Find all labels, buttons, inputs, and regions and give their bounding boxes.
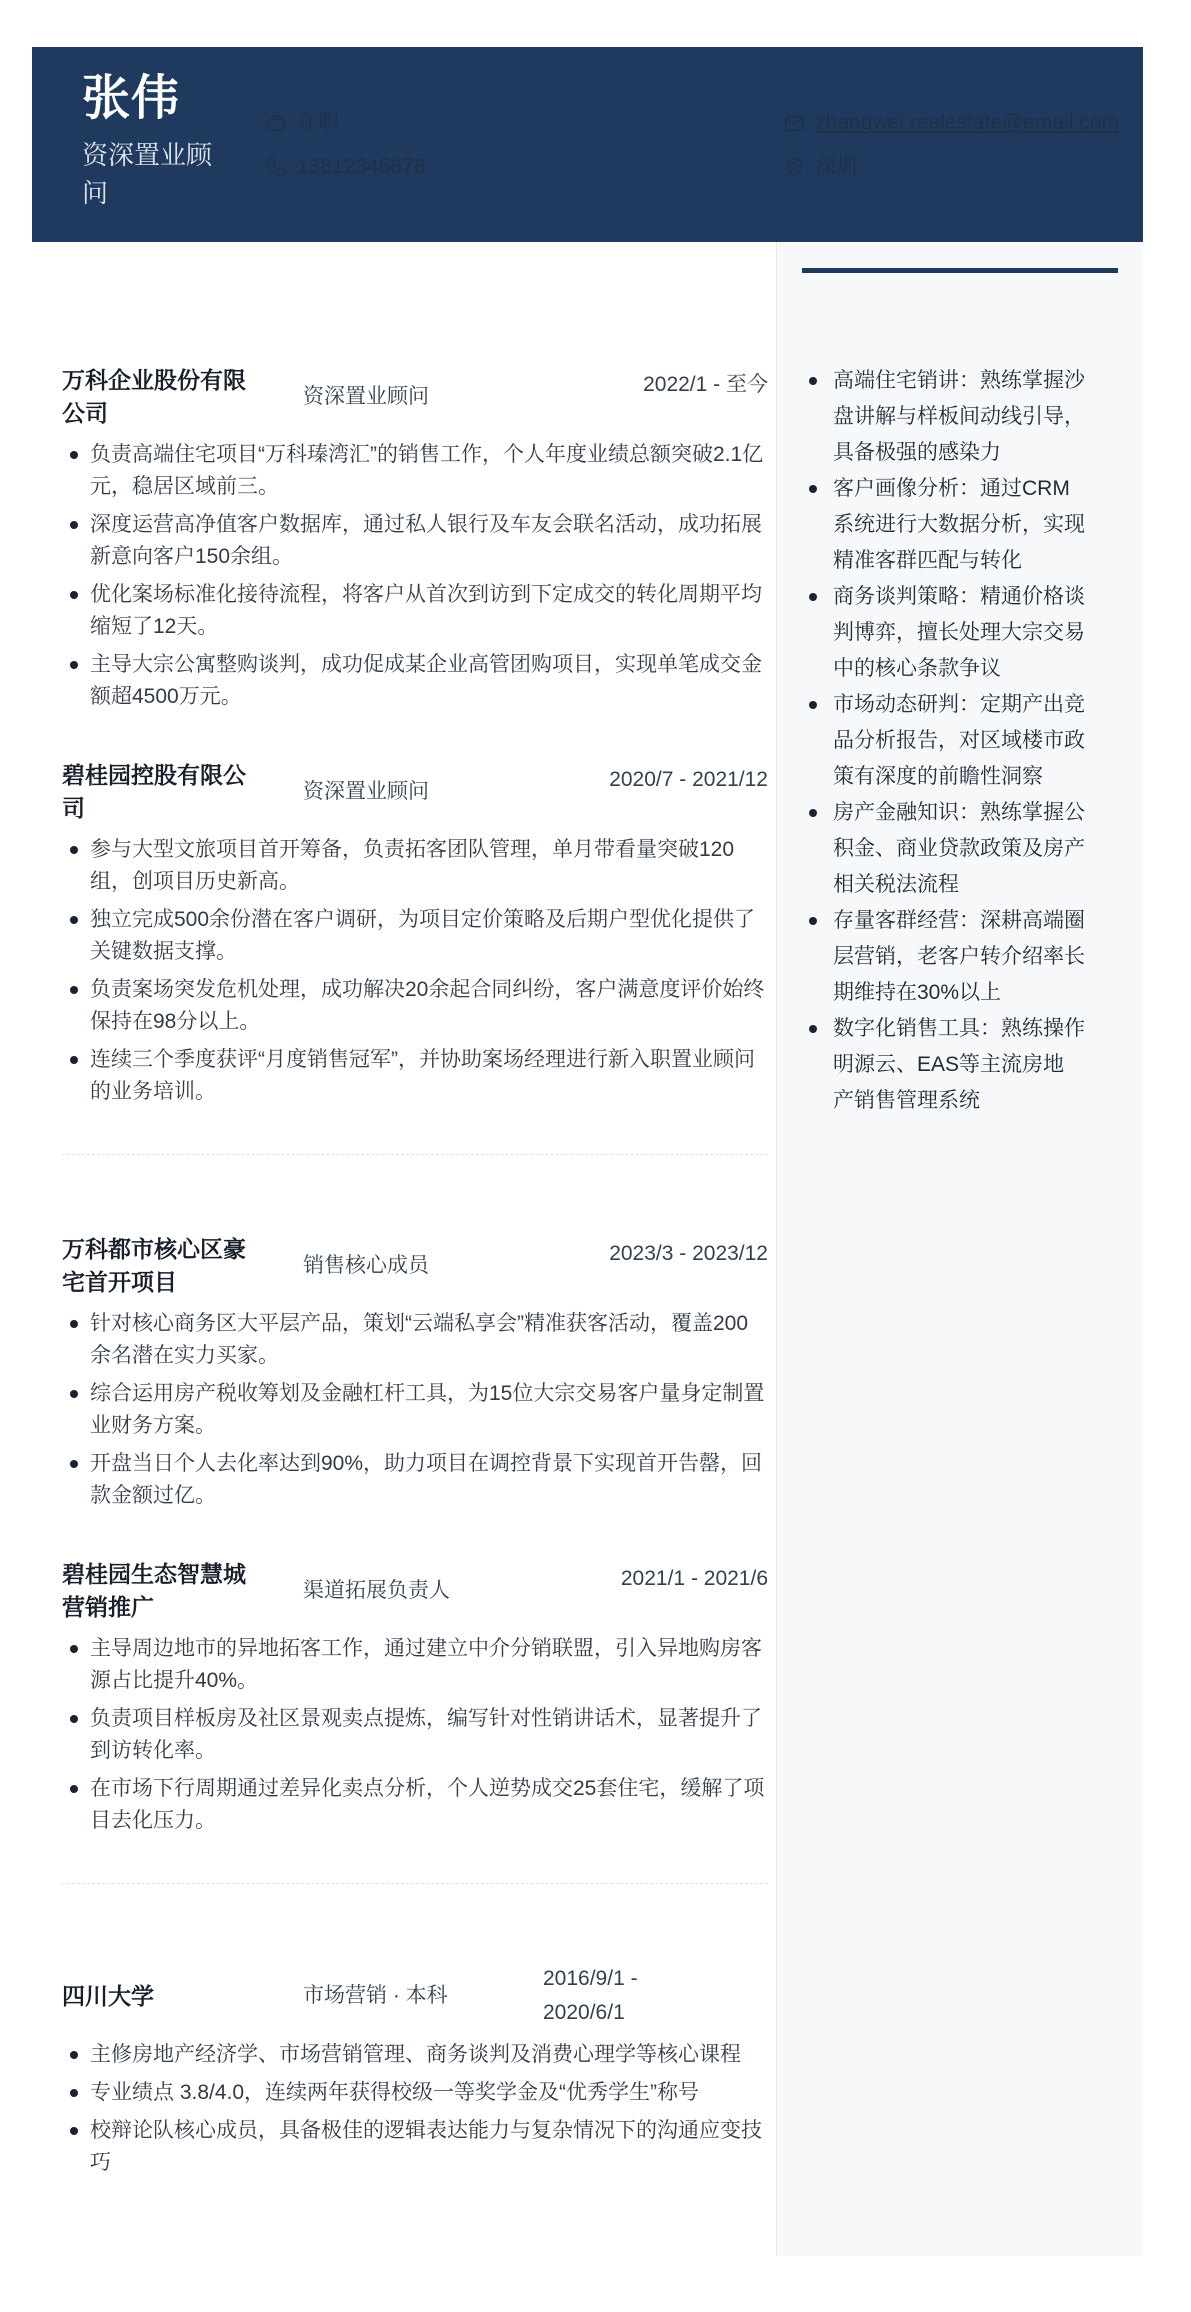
bullet-item: 主修房地产经济学、市场营销管理、商务谈判及消费心理学等核心课程 bbox=[70, 2039, 768, 2071]
bullet-item: 校辩论队核心成员，具备极佳的逻辑表达能力与复杂情况下的沟通应变技巧 bbox=[70, 2115, 768, 2179]
resume-header bbox=[32, 47, 1143, 242]
contact-area bbox=[266, 111, 1119, 242]
name-block bbox=[82, 73, 220, 242]
entry-bullet-list bbox=[62, 1633, 768, 1837]
bullet-item: 负责案场突发危机处理，成功解决20余起合同纠纷，客户满意度评价始终保持在98分以上。 bbox=[70, 974, 768, 1038]
project-name: 碧桂园生态智慧城营销推广 bbox=[62, 1561, 246, 1620]
candidate-title: 资深置业顾问 bbox=[82, 140, 213, 208]
entry-bullet-list bbox=[62, 1308, 768, 1512]
entry-bullet-list bbox=[62, 834, 768, 1108]
skill-item: 市场动态研判：定期产出竞品分析报告，对区域楼市政策有深度的前瞻性洞察 bbox=[809, 687, 1085, 795]
bullet-item: 连续三个季度获评“月度销售冠军”，并协助案场经理进行新入职置业顾问的业务培训。 bbox=[70, 1044, 768, 1108]
entry-bullet-list bbox=[62, 439, 768, 713]
status-label: 在职 bbox=[297, 111, 339, 134]
entry-header bbox=[62, 759, 768, 825]
contact-column-left bbox=[266, 111, 425, 242]
entry-header bbox=[62, 364, 768, 430]
entry-header bbox=[62, 1558, 768, 1624]
entry-header bbox=[62, 1962, 768, 2030]
bullet-item: 针对核心商务区大平层产品，策划“云端私享会”精准获客活动，覆盖200余名潜在实力买家。 bbox=[70, 1308, 768, 1372]
experience-entry bbox=[62, 759, 768, 1108]
entry-header bbox=[62, 1233, 768, 1299]
sidebar-accent-rule bbox=[802, 268, 1118, 273]
education-period bbox=[543, 1962, 768, 2030]
phone-icon bbox=[266, 157, 287, 178]
bullet-item: 参与大型文旅项目首开筹备，负责拓客团队管理，单月带看量突破120组，创项目历史新高。 bbox=[70, 834, 768, 898]
skills-list bbox=[777, 363, 1143, 1119]
bullet-item: 综合运用房产税收筹划及金融杠杆工具，为15位大宗交易客户量身定制置业财务方案。 bbox=[70, 1378, 768, 1442]
job-period: 2022/1 - 至今 bbox=[643, 373, 768, 396]
email-row bbox=[784, 111, 1119, 135]
education-entry bbox=[62, 1962, 768, 2179]
briefcase-icon bbox=[266, 113, 287, 134]
project-name: 万科都市核心区豪宅首开项目 bbox=[62, 1236, 246, 1295]
bullet-item: 负责高端住宅项目“万科瑧湾汇”的销售工作，个人年度业绩总额突破2.1亿元，稳居区域前三。 bbox=[70, 439, 768, 503]
location-label: 深圳 bbox=[815, 155, 858, 178]
project-role: 渠道拓展负责人 bbox=[303, 1579, 450, 1602]
job-role: 资深置业顾问 bbox=[303, 385, 429, 408]
email-link[interactable]: zhangwei.realestate@email.com bbox=[815, 111, 1119, 134]
bullet-item: 深度运营高净值客户数据库，通过私人银行及车友会联名活动，成功拓展新意向客户150余组。 bbox=[70, 509, 768, 573]
bullet-item: 独立完成500余份潜在客户调研，为项目定价策略及后期户型优化提供了关键数据支撑。 bbox=[70, 904, 768, 968]
phone-number: 13812345678 bbox=[297, 155, 426, 178]
skill-item: 高端住宅销讲：熟练掌握沙盘讲解与样板间动线引导，具备极强的感染力 bbox=[809, 363, 1085, 471]
project-entry bbox=[62, 1558, 768, 1837]
school-name: 四川大学 bbox=[62, 1982, 154, 2009]
projects-section bbox=[62, 1233, 768, 1837]
skills-sidebar bbox=[776, 242, 1143, 2256]
candidate-name: 张伟 bbox=[82, 72, 181, 125]
experience-section bbox=[62, 364, 768, 1108]
skill-item: 存量客群经营：深耕高端圈层营销，老客户转介绍率长期维持在30%以上 bbox=[809, 903, 1085, 1011]
bullet-item: 优化案场标准化接待流程，将客户从首次到访到下定成交的转化周期平均缩短了12天。 bbox=[70, 579, 768, 643]
job-period: 2020/7 - 2021/12 bbox=[609, 768, 768, 791]
skill-item: 数字化销售工具：熟练操作明源云、EAS等主流房地产销售管理系统 bbox=[809, 1011, 1085, 1119]
degree-label: 市场营销 · 本科 bbox=[303, 1984, 448, 2007]
skill-item: 客户画像分析：通过CRM系统进行大数据分析，实现精准客群匹配与转化 bbox=[809, 471, 1085, 579]
project-period: 2021/1 - 2021/6 bbox=[620, 1567, 768, 1590]
job-role: 资深置业顾问 bbox=[303, 780, 429, 803]
experience-entry bbox=[62, 364, 768, 713]
bullet-item: 开盘当日个人去化率达到90%，助力项目在调控背景下实现首开告罄，回款金额过亿。 bbox=[70, 1448, 768, 1512]
project-role: 销售核心成员 bbox=[303, 1254, 429, 1277]
main-column bbox=[62, 364, 768, 2225]
section-divider bbox=[62, 1154, 768, 1155]
location-row bbox=[784, 155, 1119, 179]
skill-item: 商务谈判策略：精通价格谈判博弈，擅长处理大宗交易中的核心条款争议 bbox=[809, 579, 1085, 687]
bullet-item: 负责项目样板房及社区景观卖点提炼，编写针对性销讲话术，显著提升了到访转化率。 bbox=[70, 1703, 768, 1767]
contact-column-right bbox=[784, 111, 1119, 242]
entry-bullet-list bbox=[62, 2039, 768, 2179]
employment-status bbox=[266, 111, 425, 135]
bullet-item: 主导周边地市的异地拓客工作，通过建立中介分销联盟，引入异地购房客源占比提升40%。 bbox=[70, 1633, 768, 1697]
project-period: 2023/3 - 2023/12 bbox=[609, 1242, 768, 1265]
bullet-item: 在市场下行周期通过差异化卖点分析，个人逆势成交25套住宅，缓解了项目去化压力。 bbox=[70, 1773, 768, 1837]
company-name: 万科企业股份有限公司 bbox=[62, 367, 246, 426]
map-pin-icon bbox=[784, 157, 805, 178]
company-name: 碧桂园控股有限公司 bbox=[62, 762, 246, 821]
mail-icon bbox=[784, 113, 805, 134]
bullet-item: 主导大宗公寓整购谈判，成功促成某企业高管团购项目，实现单笔成交金额超4500万元。 bbox=[70, 649, 768, 713]
education-section bbox=[62, 1962, 768, 2179]
phone-row bbox=[266, 155, 425, 179]
project-entry bbox=[62, 1233, 768, 1512]
section-divider bbox=[62, 1883, 768, 1884]
skill-item: 房产金融知识：熟练掌握公积金、商业贷款政策及房产相关税法流程 bbox=[809, 795, 1085, 903]
education-period-text: 2016/9/1 - 2020/6/1 bbox=[543, 1967, 638, 2024]
bullet-item: 专业绩点 3.8/4.0，连续两年获得校级一等奖学金及“优秀学生”称号 bbox=[70, 2077, 768, 2109]
